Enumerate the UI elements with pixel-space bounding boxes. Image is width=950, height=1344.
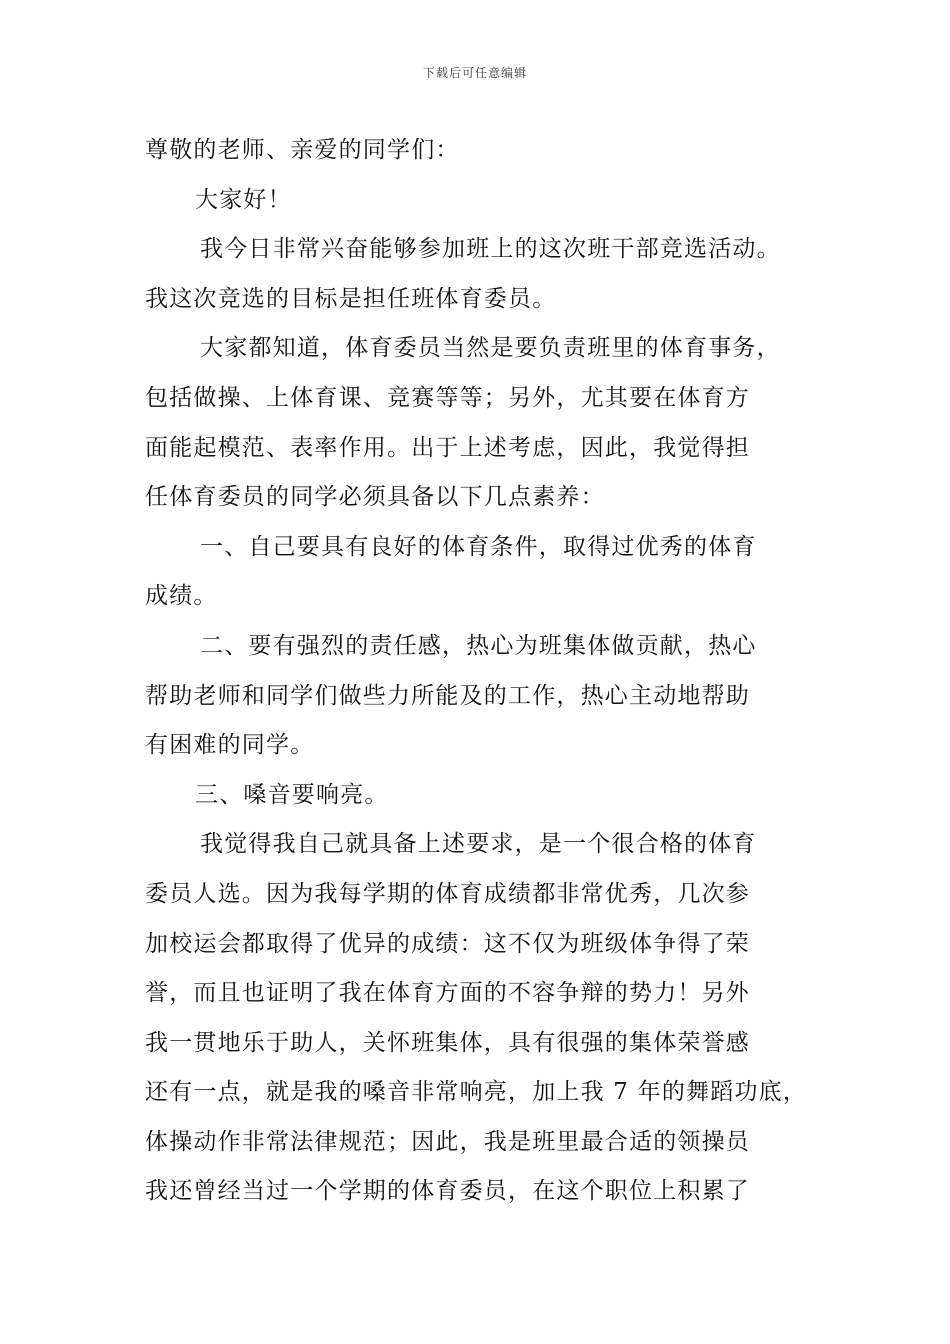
text-line: 体操动作非常法律规范；因此，我是班里最合适的领操员: [145, 1128, 750, 1155]
text-line: 我一贯地乐于助人，关怀班集体，具有很强的集体荣誉感: [145, 1029, 750, 1056]
text-line: 帮助老师和同学们做些力所能及的工作，热心主动地帮助: [145, 682, 750, 709]
text-line: 包括做操、上体育课、竞赛等等；另外，尤其要在体育方: [145, 384, 750, 411]
text-line: 我还曾经当过一个学期的体育委员，在这个职位上积累了: [145, 1178, 750, 1205]
page-header: 下载后可任意编辑: [422, 66, 527, 80]
text-line: 大家好！: [195, 186, 292, 213]
text-line: 我觉得我自己就具备上述要求，是一个很合格的体育: [200, 831, 757, 858]
text-line: 二、要有强烈的责任感，热心为班集体做贡献，热心: [200, 632, 757, 659]
text-line: 我今日非常兴奋能够参加班上的这次班干部竞选活动。: [200, 236, 781, 263]
text-line: 有困难的同学。: [145, 732, 315, 759]
text-line: 尊敬的老师、亲爱的同学们：: [145, 137, 460, 163]
text-line: 大家都知道，体育委员当然是要负责班里的体育事务，: [200, 335, 781, 362]
text-line: 三、嗓音要响亮。: [195, 781, 389, 808]
text-line: 加校运会都取得了优异的成绩：这不仅为班级体争得了荣: [145, 930, 750, 957]
text-line: 还有一点，就是我的嗓音非常响亮，加上我 7 年的舞蹈功底，: [145, 1079, 808, 1106]
text-line: 誉，而且也证明了我在体育方面的不容争辩的势力！另外: [145, 980, 750, 1007]
text-line: 成绩。: [145, 583, 218, 610]
text-line: 我这次竞选的目标是担任班体育委员。: [145, 285, 557, 312]
text-line: 委员人选。因为我每学期的体育成绩都非常优秀，几次参: [145, 880, 750, 907]
text-line: 面能起模范、表率作用。出于上述考虑，因此，我觉得担: [145, 434, 750, 461]
document-body: [145, 126, 815, 1217]
text-line: 任体育委员的同学必须具备以下几点素养：: [145, 484, 605, 511]
text-line: 一、自己要具有良好的体育条件，取得过优秀的体育: [200, 533, 757, 560]
